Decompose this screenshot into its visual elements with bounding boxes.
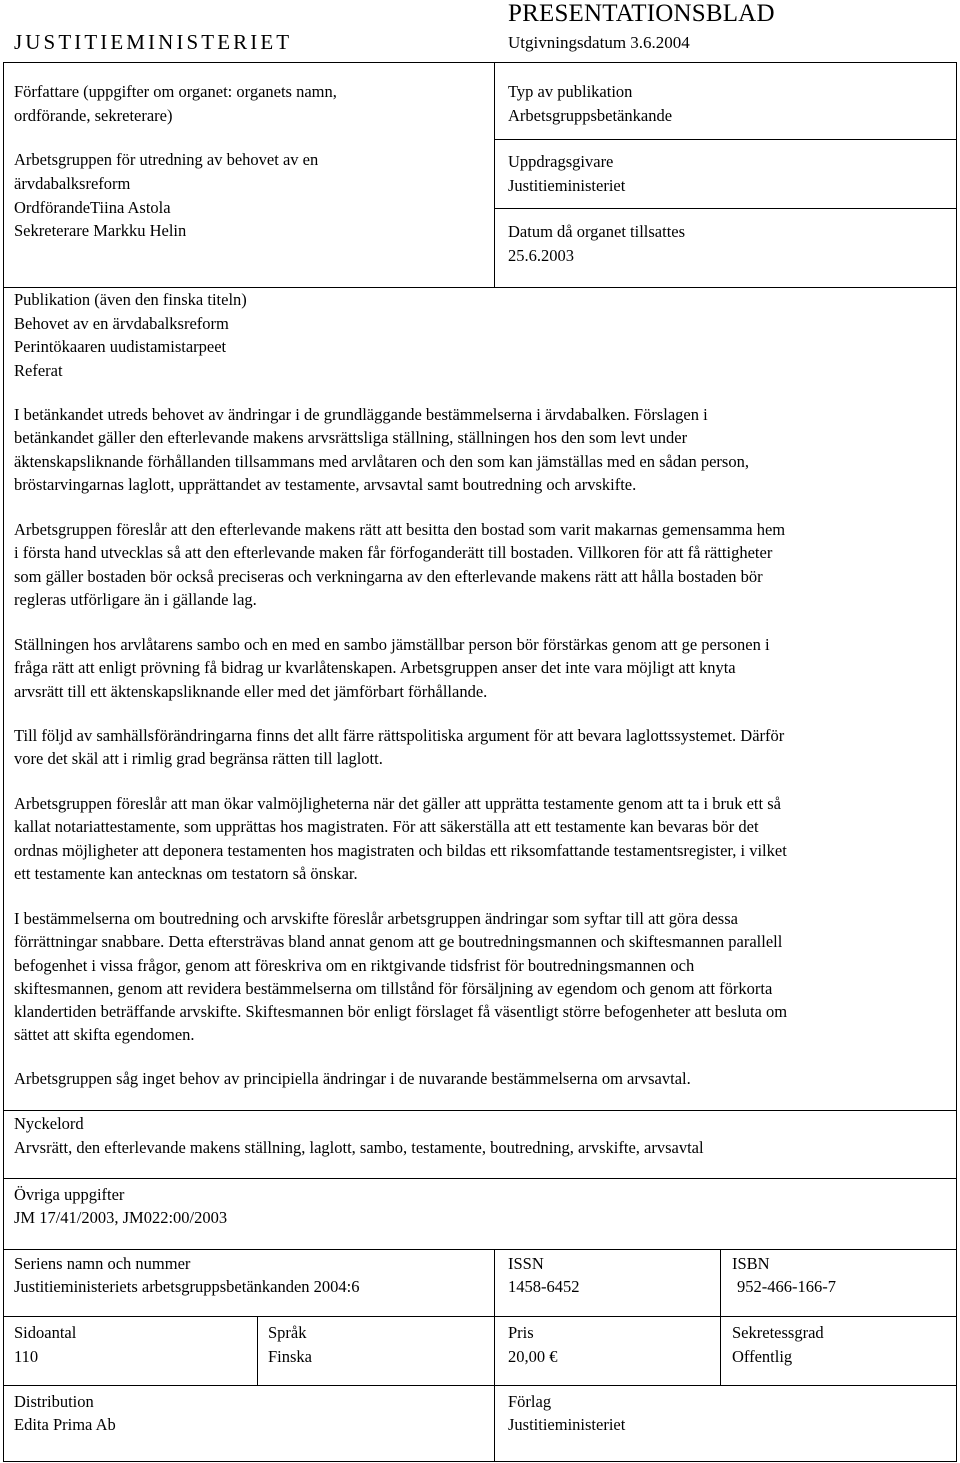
publication-label: Publikation (även den finska titeln) bbox=[14, 290, 247, 309]
abstract-line: I betänkandet utreds behovet av ändringar i de grundläggande bestämmelserna i ärvdabalken. Förslagen i bbox=[14, 405, 708, 424]
abstract-paragraph-3 bbox=[14, 633, 946, 703]
abstract-line: äktenskapsliknande förhållanden tillsammans med arvlåtaren och den som kan jämställas med en sådan person, bbox=[14, 451, 749, 471]
abstract-line: fråga rätt att enligt prövning få bidrag ur kvarlåtenskapen. Arbetsgruppen anser det inte vara möjligt att knyta bbox=[14, 658, 736, 678]
abstract-line: Arbetsgruppen såg inget behov av principiella ändringar i de nuvarande bestämmelserna om arvsavtal. bbox=[14, 1069, 691, 1088]
language-value: Finska bbox=[268, 1347, 313, 1366]
publication-title-sv: Behovet av en ärvdabalksreform bbox=[14, 314, 229, 333]
distribution-value: Edita Prima Ab bbox=[14, 1415, 116, 1434]
publication-title-fi: Perintökaaren uudistamistarpeet bbox=[14, 337, 227, 356]
abstract-line: kallat notariattestamente, som upprättas hos magistraten. För att säkerställa att ett testamente kan bevaras bör det bbox=[14, 817, 759, 837]
authors-value-line-3: OrdförandeTiina Astola bbox=[14, 198, 171, 217]
ministry-name: JUSTITIEMINISTERIET bbox=[14, 30, 293, 54]
keywords-label: Nyckelord bbox=[14, 1114, 84, 1133]
publication-type-value: Arbetsgruppsbetänkande bbox=[508, 106, 673, 125]
price-label: Pris bbox=[508, 1323, 534, 1342]
abstract-line: förrättningar snabbare. Detta eftersträvas bland annat genom att ge boutredningsmannen och skiftesmannen parallell bbox=[14, 932, 783, 952]
divider-pages-distribution bbox=[3, 1385, 957, 1386]
abstract-paragraph-7 bbox=[14, 1067, 946, 1090]
authors-label-line-2: ordförande, sekreterare) bbox=[14, 106, 173, 125]
publication-type-label: Typ av publikation bbox=[508, 82, 633, 101]
abstract-paragraph-4 bbox=[14, 724, 946, 771]
other-info-label: Övriga uppgifter bbox=[14, 1185, 125, 1204]
keywords-value: Arvsrätt, den efterlevande makens ställning, laglott, sambo, testamente, boutredning, arvskifte, arvsavtal bbox=[14, 1138, 704, 1157]
abstract-line: regleras utförligare än i gällande lag. bbox=[14, 589, 257, 609]
abstract-line: bröstarvingarnas laglott, upprättandet av testamente, arvsavtal samt boutredning och arvskifte. bbox=[14, 474, 637, 494]
bottom-divider-left bbox=[257, 1316, 258, 1385]
abstract-line: betänkandet gäller den efterlevande makens arvsrättsliga ställning, ställningen hos den som levt under bbox=[14, 428, 688, 448]
abstract-line: ordnas möjligheter att deponera testamenten hos magistraten och bildas ett riksomfattande testamentsregister, i vilket bbox=[14, 840, 787, 860]
issn-label: ISSN bbox=[508, 1254, 544, 1273]
abstract-paragraph-5 bbox=[14, 792, 946, 885]
divider-series-pages bbox=[3, 1316, 957, 1317]
abstract-paragraph-2 bbox=[14, 518, 946, 611]
divider-keywords-other bbox=[3, 1178, 957, 1179]
secrecy-label: Sekretessgrad bbox=[732, 1323, 824, 1342]
divider-abstract-keywords bbox=[3, 1110, 957, 1111]
abstract-line: klandertiden beträffande arvskifte. Skiftesmannen bör enligt förslaget få väsentligt större befogenheter att besluta om bbox=[14, 1002, 788, 1022]
pages-label: Sidoantal bbox=[14, 1323, 77, 1342]
abstract-line: skiftesmannen, genom att revidera bestämmelserna om tillstånd för försäljning av egendom och genom att förkorta bbox=[14, 978, 773, 998]
series-label: Seriens namn och nummer bbox=[14, 1254, 191, 1273]
authors-value-line-2: ärvdabalksreform bbox=[14, 174, 131, 193]
authors-value-line-4: Sekreterare Markku Helin bbox=[14, 221, 187, 240]
bottom-divider-mid bbox=[494, 1249, 495, 1462]
abstract-line: Arbetsgruppen föreslår att man ökar valmöjligheterna när det gäller att upprätta testamente genom att ta i bruk ett så bbox=[14, 794, 781, 813]
distribution-label: Distribution bbox=[14, 1392, 94, 1411]
abstract-line: arvsrätt till ett äktenskapsliknande eller med det jämförbart förhållande. bbox=[14, 681, 488, 701]
abstract-line: Till följd av samhällsförändringarna finns det allt färre rättspolitiska argument för att bevara laglottssystemet. Därför bbox=[14, 726, 785, 745]
abstract-line: vore det skäl att i rimlig grad begränsa rätten till laglott. bbox=[14, 749, 383, 769]
bottom-divider-right bbox=[720, 1249, 721, 1385]
divider-type-client bbox=[494, 139, 957, 140]
series-value: Justitieministeriets arbetsgruppsbetänkanden 2004:6 bbox=[14, 1277, 360, 1296]
abstract-line: i första hand utvecklas så att den efterlevande maken får förfoganderätt till bostaden. Villkoren för att få rättigheter bbox=[14, 543, 773, 563]
issn-value: 1458-6452 bbox=[508, 1277, 580, 1296]
other-info-value: JM 17/41/2003, JM022:00/2003 bbox=[14, 1208, 228, 1227]
divider-client-date bbox=[494, 208, 957, 209]
top-column-divider bbox=[494, 62, 495, 288]
appointed-value: 25.6.2003 bbox=[508, 246, 574, 265]
abstract-line: I bestämmelserna om boutredning och arvskifte föreslår arbetsgruppen ändringar som syftar till att göra dessa bbox=[14, 909, 738, 928]
abstract-line: sättet att skifta egendomen. bbox=[14, 1025, 195, 1045]
divider-other-series bbox=[3, 1249, 957, 1250]
abstract-line: ett testamente kan antecknas om testatorn så önskar. bbox=[14, 863, 358, 883]
abstract-line: Arbetsgruppen föreslår att den efterlevande makens rätt att besitta den bostad som varit makarnas gemensamma hem bbox=[14, 520, 786, 539]
publisher-label: Förlag bbox=[508, 1392, 552, 1411]
secrecy-value: Offentlig bbox=[732, 1347, 793, 1366]
abstract-line: befogenhet i vissa frågor, genom att föreskriva om en riktgivande tidsfrist för boutredningsmannen och bbox=[14, 955, 695, 975]
client-value: Justitieministeriet bbox=[508, 176, 626, 195]
abstract-paragraph-6 bbox=[14, 907, 946, 1047]
pages-value: 110 bbox=[14, 1347, 39, 1366]
isbn-label: ISBN bbox=[732, 1254, 770, 1273]
issue-date: Utgivningsdatum 3.6.2004 bbox=[508, 33, 690, 52]
language-label: Språk bbox=[268, 1323, 307, 1342]
page-title: PRESENTATIONSBLAD bbox=[508, 0, 775, 27]
authors-value-line-1: Arbetsgruppen för utredning av behovet av en bbox=[14, 150, 319, 169]
authors-label-line-1: Författare (uppgifter om organet: organets namn, bbox=[14, 82, 337, 101]
abstract-label: Referat bbox=[14, 361, 63, 380]
publisher-value: Justitieministeriet bbox=[508, 1415, 626, 1434]
abstract-paragraph-1 bbox=[14, 403, 946, 496]
abstract-line: Ställningen hos arvlåtarens sambo och en med en sambo jämställbar person bör förstärkas genom att ge personen i bbox=[14, 635, 770, 654]
price-value: 20,00 € bbox=[508, 1347, 558, 1366]
abstract-line: som gäller bostaden bör också preciseras och verkningarna av den efterlevande makens rätt att hålla bostaden bör bbox=[14, 566, 763, 586]
isbn-value: 952-466-166-7 bbox=[737, 1277, 836, 1296]
client-label: Uppdragsgivare bbox=[508, 152, 614, 171]
appointed-label: Datum då organet tillsattes bbox=[508, 222, 686, 241]
